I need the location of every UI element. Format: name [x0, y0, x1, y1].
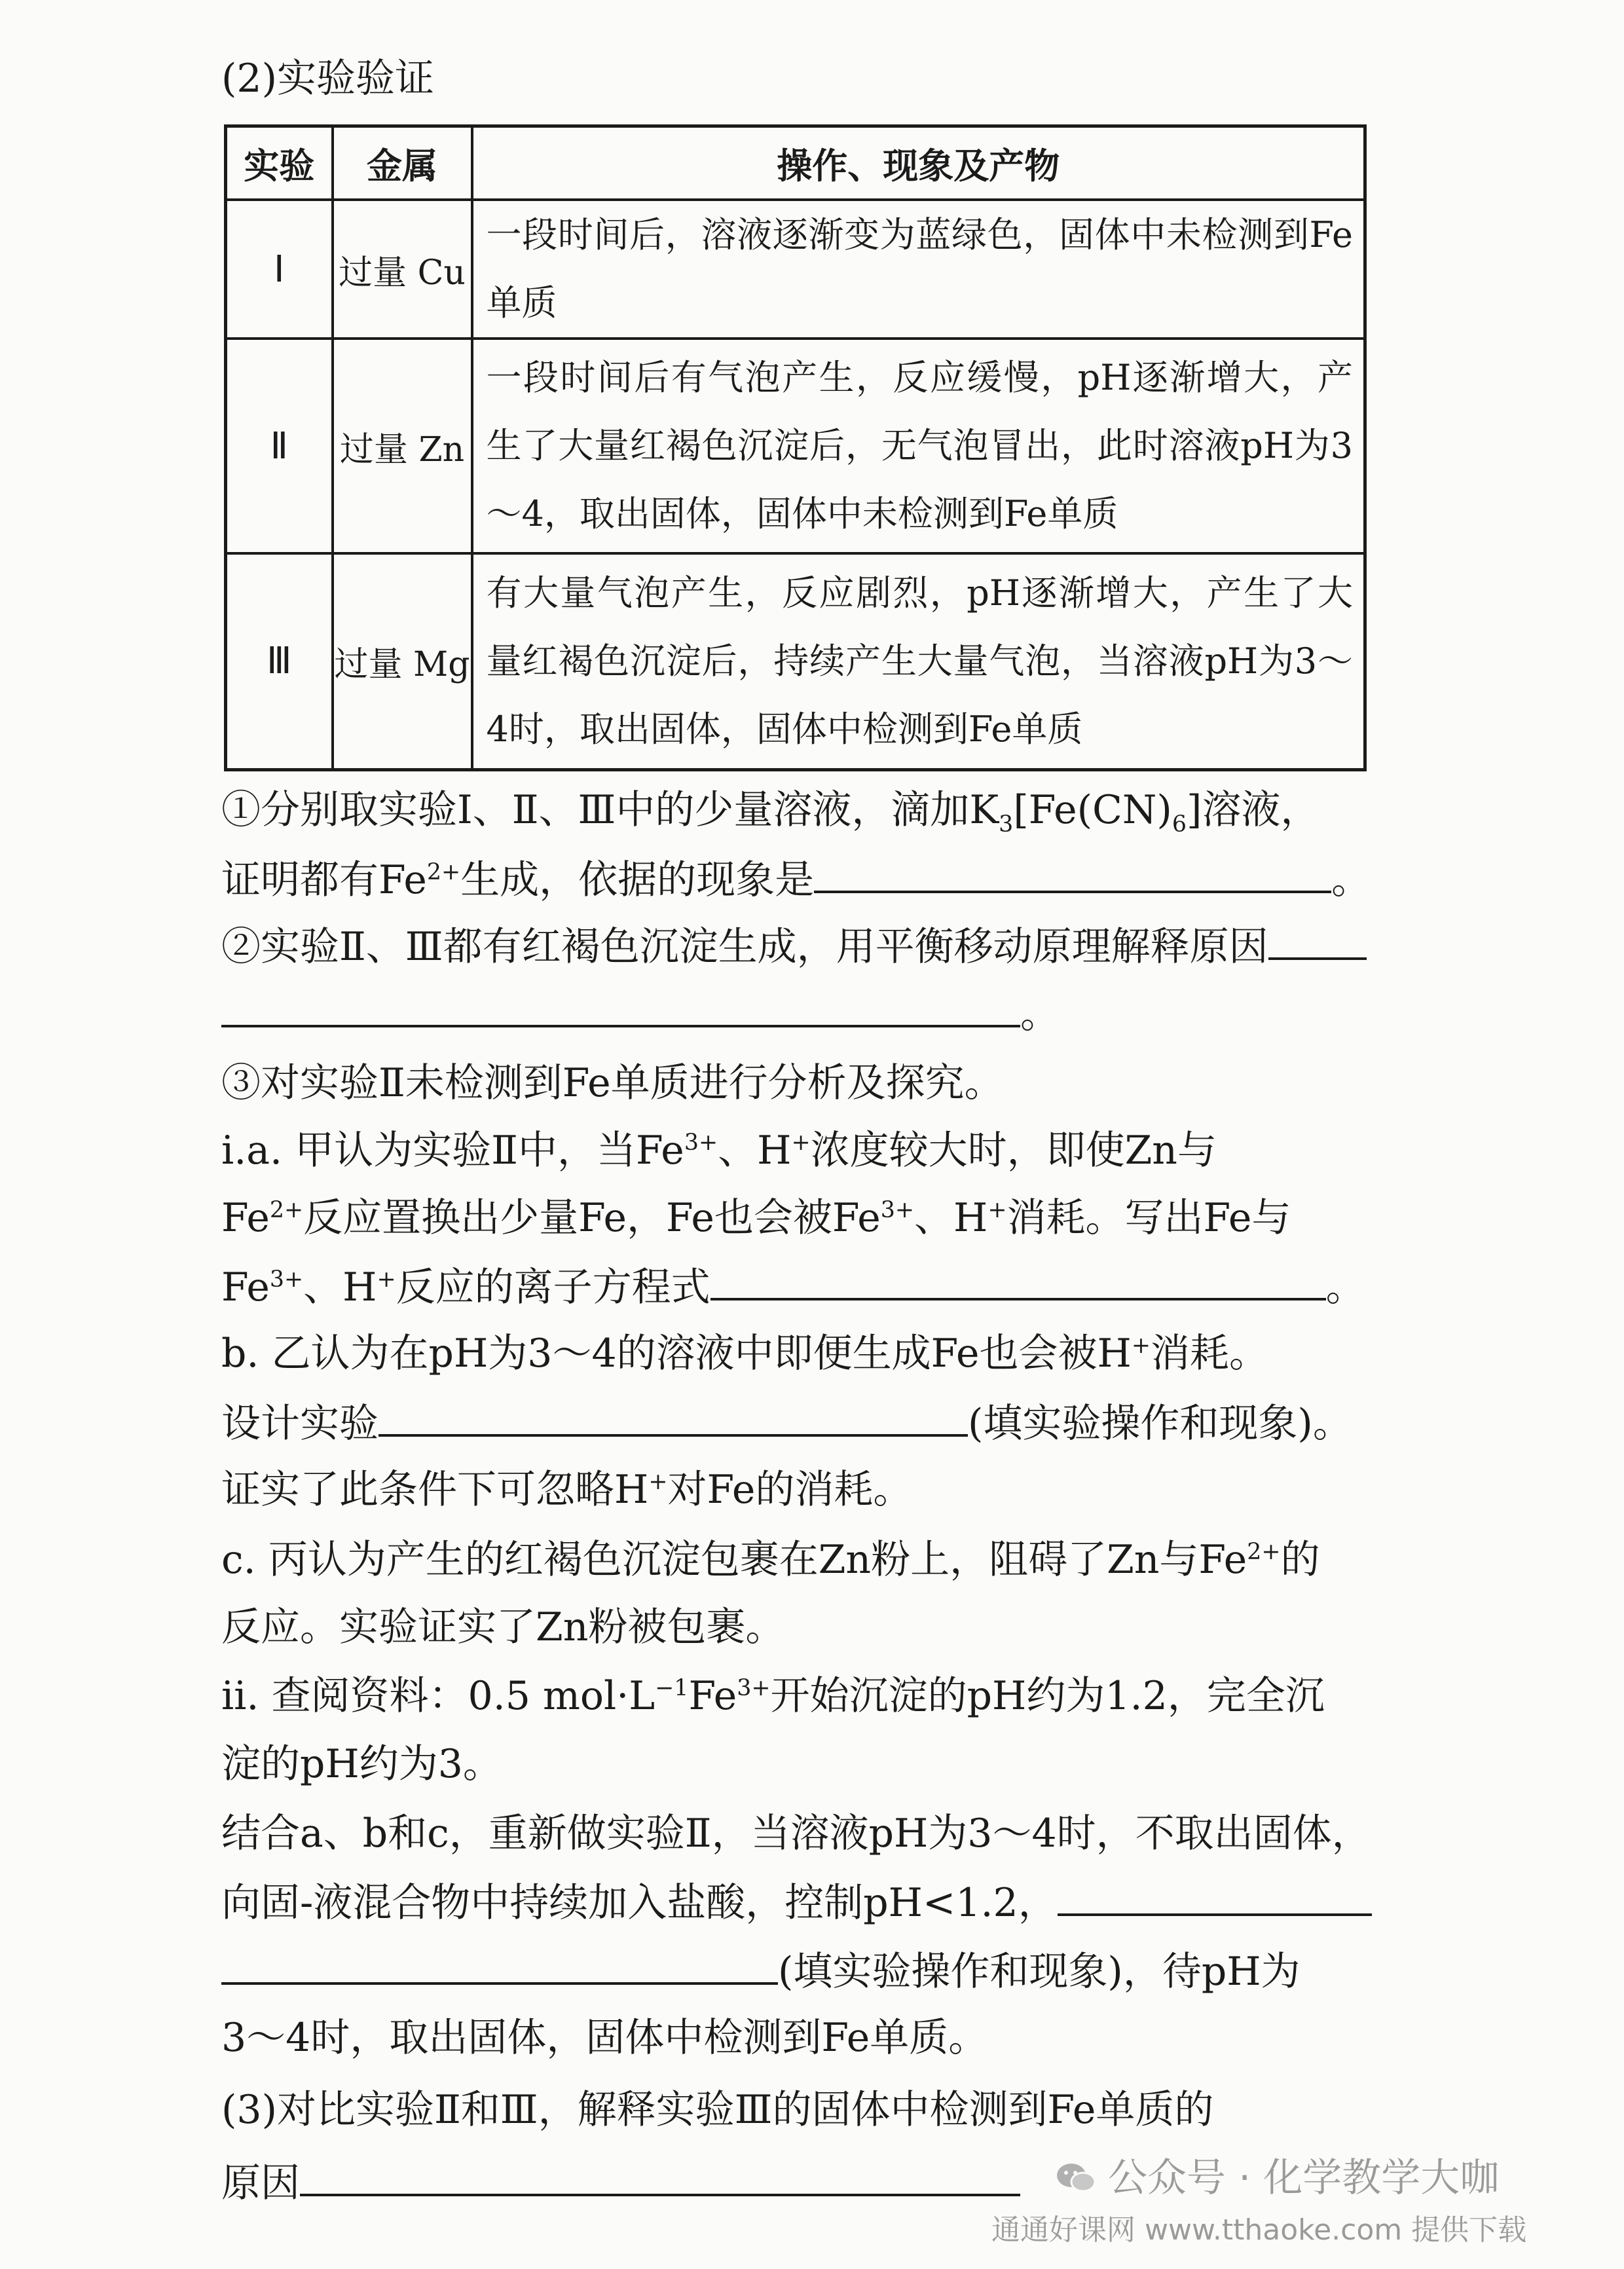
q3-a-line3: $Fe^{3+}$、H+反应的离子方程式 。 [221, 1259, 1365, 1315]
q3-r-line2: 向固-液混合物中持续加入盐酸，控制pH<1.2， [221, 1874, 1372, 1930]
experiment-table [224, 124, 1367, 771]
q3-c-line2: 反应。实验证实了Zn粉被包裹。 [221, 1604, 785, 1650]
q3-c-line1: c. 丙认为产生的红褐色沉淀包裹在Zn粉上，阻碍了Zn与$Fe^{2+}$的 [221, 1537, 1320, 1583]
answer-blank[interactable] [710, 1259, 1326, 1301]
q3-ii-line2: 淀的pH约为3。 [221, 1741, 502, 1787]
q2-line1: ②实验Ⅱ、Ⅲ都有红褐色沉淀生成，用平衡移动原理解释原因 [221, 918, 1367, 974]
answer-blank[interactable] [221, 986, 1020, 1027]
watermark-account: 公众号 · 化学教学大咖 [1108, 2155, 1500, 2201]
q4-line2: 原因 [221, 2154, 1020, 2211]
q2-line2: 。 [221, 986, 1060, 1042]
header-experiment: 实验 [226, 126, 333, 200]
row-metal: 过量 Cu [333, 200, 472, 339]
row-number: Ⅲ [226, 553, 333, 769]
q3-ii-line1: ⅱ. 查阅资料：0.5 $mol\cdot L^{-1}Fe^{3+}$开始沉淀的pH约为1.2，完全沉 [221, 1673, 1325, 1719]
row-number: Ⅰ [226, 200, 333, 339]
q1-line2: 证明都有$Fe^{2+}$生成，依据的现象是 。 [221, 851, 1371, 908]
q3-intro: ③对实验Ⅱ未检测到Fe单质进行分析及探究。 [221, 1060, 1004, 1106]
row-observation: 一段时间后，溶液逐渐变为蓝绿色，固体中未检测到Fe单质 [472, 200, 1365, 339]
q3-b-line1: b. 乙认为在pH为3～4的溶液中即便生成Fe也会被H+消耗。 [221, 1331, 1268, 1376]
q3-a-line1: ⅰ.a. 甲认为实验Ⅱ中，当$Fe^{3+}$、H+浓度较大时，即使Zn与 [221, 1128, 1217, 1173]
row-observation: 有大量气泡产生，反应剧烈，pH逐渐增大，产生了大量红褐色沉淀后，持续产生大量气泡，当溶液pH为3～4时，取出固体，固体中检测到Fe单质 [472, 553, 1365, 769]
q3-r-line3: (填实验操作和现象)，待pH为 [221, 1943, 1301, 1999]
watermark-site: 通通好课网 www.tthaoke.com 提供下载 [991, 2213, 1527, 2247]
q3-a-line2: $Fe^{2+}$反应置换出少量Fe，Fe也会被$Fe^{3+}$、H+消耗。写出Fe与 [221, 1195, 1291, 1241]
q3-r-line1: 结合a、b和c，重新做实验Ⅱ，当溶液pH为3～4时，不取出固体， [221, 1811, 1371, 1856]
q4-line1: (3)对比实验Ⅱ和Ⅲ，解释实验Ⅲ的固体中检测到Fe单质的 [221, 2087, 1214, 2133]
answer-blank[interactable] [1058, 1874, 1372, 1916]
wechat-icon [1054, 2161, 1098, 2194]
q3-b-line3: 证实了此条件下可忽略H+对Fe的消耗。 [221, 1467, 913, 1513]
answer-blank[interactable] [1268, 918, 1367, 960]
q1-line1: ①分别取实验Ⅰ、Ⅱ、Ⅲ中的少量溶液，滴加$K_3[Fe(CN)_6]$溶液， [221, 787, 1320, 838]
table-row [226, 200, 1365, 339]
row-observation: 一段时间后有气泡产生，反应缓慢，pH逐渐增大，产生了大量红褐色沉淀后，无气泡冒出，此时溶液pH为3～4，取出固体，固体中未检测到Fe单质 [472, 339, 1365, 553]
table-row [226, 553, 1365, 769]
table-row [226, 339, 1365, 553]
q3-b-line2: 设计实验 (填实验操作和现象)。 [221, 1395, 1352, 1451]
row-number: Ⅱ [226, 339, 333, 553]
header-metal: 金属 [333, 126, 472, 200]
q3-r-line4: 3～4时，取出固体，固体中检测到Fe单质。 [221, 2015, 988, 2061]
row-metal: 过量 Mg [333, 553, 472, 769]
section-title: (2)实验验证 [221, 56, 434, 101]
answer-blank[interactable] [378, 1395, 968, 1437]
row-metal: 过量 Zn [333, 339, 472, 553]
answer-blank[interactable] [221, 1943, 778, 1985]
header-observation: 操作、现象及产物 [472, 126, 1365, 200]
answer-blank[interactable] [814, 851, 1331, 893]
answer-blank[interactable] [300, 2154, 1020, 2196]
table-header-row [226, 126, 1365, 200]
